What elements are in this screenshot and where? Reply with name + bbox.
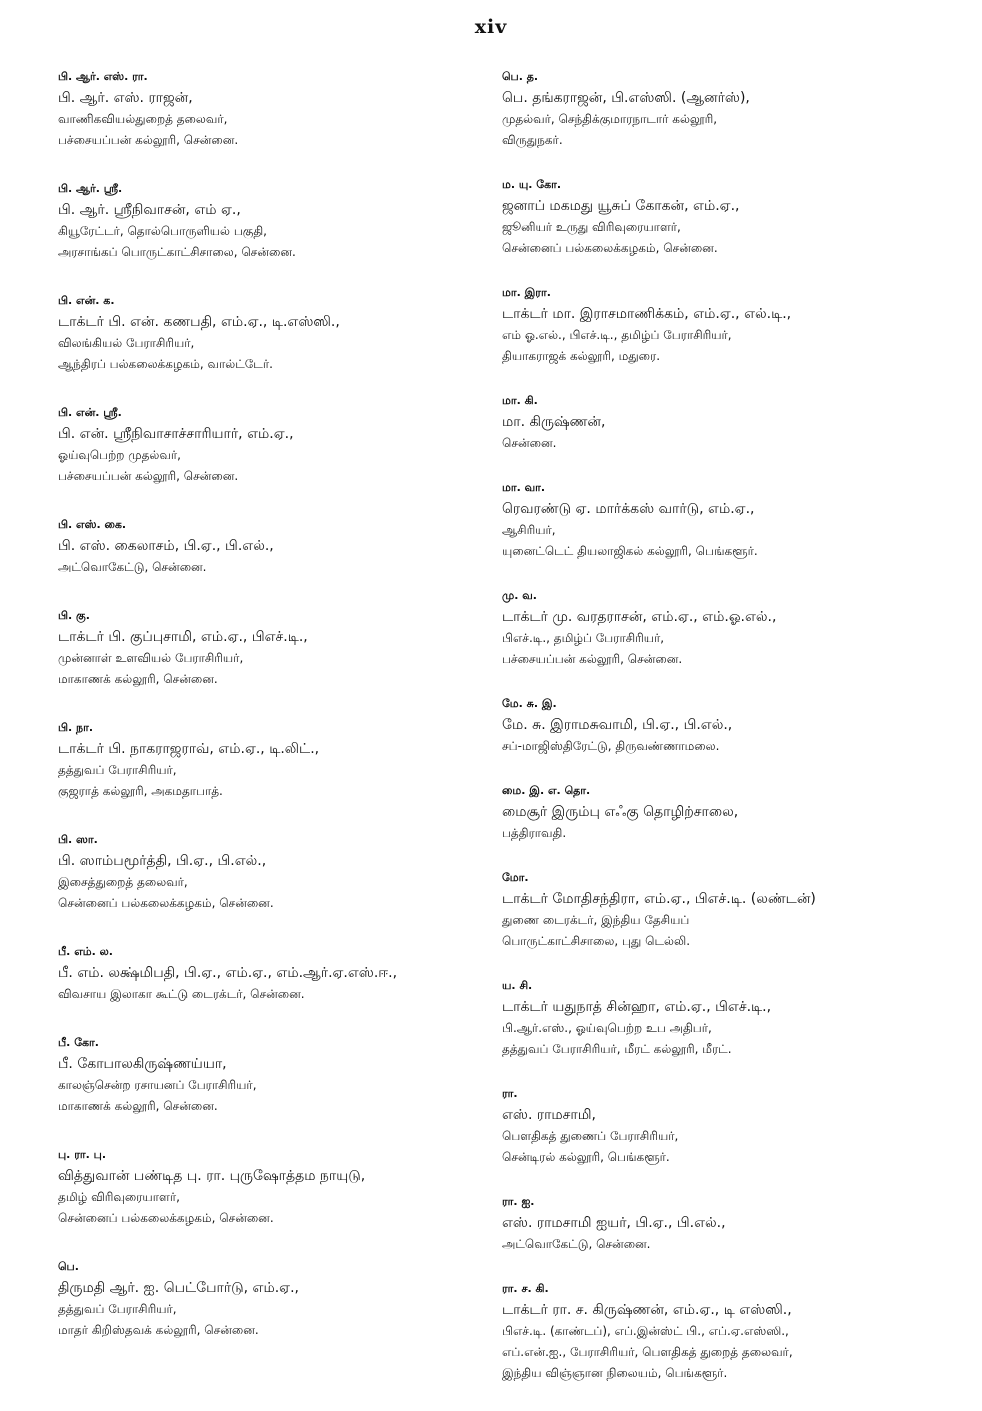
contributor-entry	[58, 70, 488, 151]
contributor-entry	[58, 833, 488, 914]
page-number: xiv	[474, 16, 508, 38]
contributor-detail-line: யுனைட்டெட் தியலாஜிகல் கல்லூரி, பெங்களூர்.	[502, 544, 758, 558]
contributor-detail-line: ஆசிரியர்,	[502, 523, 556, 537]
contributor-entry	[502, 70, 942, 151]
contributor-name: பி. என். ஸ்ரீநிவாசாச்சாரியார், எம்.ஏ.,	[58, 426, 294, 442]
contributor-detail-line: தத்துவப் பேராசிரியர்,	[58, 763, 177, 777]
contributor-detail-line: பச்சையப்பன் கல்லூரி, சென்னை.	[58, 469, 239, 483]
contributor-entry	[58, 406, 488, 487]
contributor-detail-line: சென்னை.	[502, 436, 557, 450]
contributor-name: மே. சு. இராமசுவாமி, பி.ஏ., பி.எல்.,	[502, 717, 733, 733]
contributor-name: டாக்டர் பி. என். கணபதி, எம்.ஏ., டி.எஸ்ஸி.,	[58, 314, 340, 330]
right-column	[502, 70, 942, 1411]
contributor-abbreviation: பி. ஆர். எஸ். ரா.	[58, 70, 148, 83]
contributor-abbreviation: ரா. ச. கி.	[502, 1282, 549, 1295]
contributor-entry	[502, 871, 942, 952]
contributor-detail-line: விவசாய இலாகா கூட்டு டைரக்டர், சென்னை.	[58, 987, 305, 1001]
contributor-entry	[502, 1282, 942, 1384]
contributor-detail-line: சென்டிரல் கல்லூரி, பெங்களூர்.	[502, 1150, 670, 1164]
contributor-abbreviation: பு. ரா. பு.	[58, 1148, 106, 1161]
contributor-name: டாக்டர் ரா. ச. கிருஷ்ணன், எம்.ஏ., டி எஸ்ஸி.,	[502, 1302, 792, 1318]
contributor-detail-line: சென்னைப் பல்கலைக்கழகம், சென்னை.	[58, 1211, 274, 1225]
contributor-detail-line: துணை டைரக்டர், இந்திய தேசியப்	[502, 913, 690, 927]
contributor-entry	[502, 394, 942, 454]
contributor-entry	[58, 1148, 488, 1229]
contributor-entry	[502, 178, 942, 259]
contributor-abbreviation: ரா.	[502, 1087, 518, 1100]
contributor-abbreviation: பெ. த.	[502, 70, 539, 83]
contributor-entry	[58, 182, 488, 263]
contributor-entry	[58, 1260, 488, 1341]
contributor-detail-line: அரசாங்கப் பொருட்காட்சிசாலை, சென்னை.	[58, 245, 296, 259]
contributor-name: பெ. தங்கராஜன், பி.எஸ்ஸி. (ஆனர்ஸ்),	[502, 90, 750, 106]
contributor-entry	[58, 945, 488, 1005]
contributor-name: டாக்டர் மா. இராசமாணிக்கம், எம்.ஏ., எல்.டி.,	[502, 306, 792, 322]
contributor-detail-line: பிஎச்.டி., தமிழ்ப் பேராசிரியர்,	[502, 631, 665, 645]
contributor-abbreviation: பீ. எம். ல.	[58, 945, 113, 958]
contributor-detail-line: எம் ஓ.எல்., பிஎச்.டி., தமிழ்ப் பேராசிரியர்,	[502, 328, 732, 342]
contributor-detail-line: மாதர் கிறிஸ்தவக் கல்லூரி, சென்னை.	[58, 1323, 259, 1337]
contributor-detail-line: சென்னைப் பல்கலைக்கழகம், சென்னை.	[58, 896, 274, 910]
contributor-name: வித்துவான் பண்டித பு. ரா. புருஷோத்தம நாயுடு,	[58, 1168, 366, 1184]
contributor-name: டாக்டர் பி. நாகராஜராவ், எம்.ஏ., டி.லிட்.,	[58, 741, 320, 757]
contributor-name: ரெவரண்டு ஏ. மார்க்கஸ் வார்டு, எம்.ஏ.,	[502, 501, 755, 517]
contributor-name: எஸ். ராமசாமி ஐயர், பி.ஏ., பி.எல்.,	[502, 1215, 726, 1231]
contributor-detail-line: ஓய்வுபெற்ற முதல்வர்,	[58, 448, 181, 462]
contributor-name: பி. ஸாம்பமூர்த்தி, பி.ஏ., பி.எல்.,	[58, 853, 267, 869]
contributor-detail-line: பச்சையப்பன் கல்லூரி, சென்னை.	[502, 652, 683, 666]
contributor-detail-line: முதல்வர், செந்திக்குமாரநாடார் கல்லூரி,	[502, 112, 718, 126]
contributor-detail-line: தத்துவப் பேராசிரியர், மீரட் கல்லூரி, மீரட்.	[502, 1042, 732, 1056]
contributor-abbreviation: பீ. கோ.	[58, 1036, 99, 1049]
contributor-detail-line: இந்திய விஞ்ஞான நிலையம், பெங்களூர்.	[502, 1366, 728, 1380]
contributor-name: டாக்டர் மு. வரதராசன், எம்.ஏ., எம்.ஓ.எல்.,	[502, 609, 777, 625]
contributor-detail-line: மாகாணக் கல்லூரி, சென்னை.	[58, 1099, 218, 1113]
contributor-abbreviation: மா. கி.	[502, 394, 538, 407]
contributor-detail-line: தியாகராஜக் கல்லூரி, மதுரை.	[502, 349, 661, 363]
contributor-name: மைசூர் இரும்பு எஃகு தொழிற்சாலை,	[502, 804, 739, 820]
contributor-name: ஜனாப் மகமது யூசுப் கோகன், எம்.ஏ.,	[502, 198, 740, 214]
contributor-detail-line: குஜராத் கல்லூரி, அகமதாபாத்.	[58, 784, 223, 798]
contributor-entry	[502, 481, 942, 562]
contributor-detail-line: அட்வொகேட்டு, சென்னை.	[58, 560, 207, 574]
contributor-detail-line: இசைத்துறைத் தலைவர்,	[58, 875, 188, 889]
contributor-abbreviation: பி. என். க.	[58, 294, 115, 307]
contributor-abbreviation: மே. சு. இ.	[502, 697, 557, 710]
contributor-entry	[502, 1087, 942, 1168]
contributor-abbreviation: பி. நா.	[58, 721, 94, 734]
contributor-detail-line: முன்னாள் உளவியல் பேராசிரியர்,	[58, 651, 244, 665]
contributor-detail-line: தத்துவப் பேராசிரியர்,	[58, 1302, 177, 1316]
contributor-entry	[502, 784, 942, 844]
contributor-detail-line: அட்வொகேட்டு, சென்னை.	[502, 1237, 651, 1251]
contributor-detail-line: சப்-மாஜிஸ்திரேட்டு, திருவண்ணாமலை.	[502, 739, 720, 753]
contributor-name: திருமதி ஆர். ஐ. பெட்போர்டு, எம்.ஏ.,	[58, 1280, 299, 1296]
left-column	[58, 70, 488, 1372]
contributor-detail-line: சென்னைப் பல்கலைக்கழகம், சென்னை.	[502, 241, 718, 255]
contributor-detail-line: கியூரேட்டர், தொல்பொருளியல் பகுதி,	[58, 224, 267, 238]
contributor-abbreviation: மு. வ.	[502, 589, 537, 602]
contributor-entry	[58, 1036, 488, 1117]
contributor-name: பீ. எம். லக்ஷ்மிபதி, பி.ஏ., எம்.ஏ., எம்.ஆர்.ஏ.எஸ்.ஈ.,	[58, 965, 398, 981]
contributor-abbreviation: ரா. ஐ.	[502, 1195, 535, 1208]
contributor-name: எஸ். ராமசாமி,	[502, 1107, 596, 1123]
contributor-detail-line: விருதுநகர்.	[502, 133, 563, 147]
contributor-entry	[58, 518, 488, 578]
contributor-abbreviation: பி. ஆர். ஸ்ரீ.	[58, 182, 123, 195]
contributor-name: டாக்டர் பி. குப்புசாமி, எம்.ஏ., பிஎச்.டி.,	[58, 629, 308, 645]
contributor-name: பீ. கோபாலகிருஷ்ணய்யா,	[58, 1056, 227, 1072]
contributor-name: பி. ஆர். ஸ்ரீநிவாசன், எம் ஏ.,	[58, 202, 241, 218]
contributor-abbreviation: ம. யு. கோ.	[502, 178, 562, 191]
contributor-abbreviation: பி. என். ஸ்ரீ.	[58, 406, 122, 419]
contributor-entry	[58, 609, 488, 690]
contributor-detail-line: மாகாணக் கல்லூரி, சென்னை.	[58, 672, 218, 686]
contributor-name: பி. ஆர். எஸ். ராஜன்,	[58, 90, 193, 106]
contributor-abbreviation: பி. எஸ். கை.	[58, 518, 127, 531]
contributor-detail-line: பி.ஆர்.எஸ்., ஓய்வுபெற்ற உப அதிபர்,	[502, 1021, 712, 1035]
contributor-detail-line: பொருட்காட்சிசாலை, புது டெல்லி.	[502, 934, 691, 948]
contributor-abbreviation: மா. இரா.	[502, 286, 551, 299]
contributor-detail-line: பத்திராவதி.	[502, 826, 567, 840]
contributor-detail-line: ஆந்திரப் பல்கலைக்கழகம், வால்ட்டேர்.	[58, 357, 273, 371]
contributor-detail-line: ஜூனியர் உருது விரிவுரையாளர்,	[502, 220, 681, 234]
contributor-detail-line: பச்சையப்பன் கல்லூரி, சென்னை.	[58, 133, 239, 147]
contributor-abbreviation: பி. கு.	[58, 609, 90, 622]
contributor-name: டாக்டர் மோதிசந்திரா, எம்.ஏ., பிஎச்.டி. (லண்டன்)	[502, 891, 816, 907]
contributor-entry	[58, 721, 488, 802]
contributor-entry	[502, 979, 942, 1060]
contributor-name: டாக்டர் யதுநாத் சின்ஹா, எம்.ஏ., பிஎச்.டி.,	[502, 999, 772, 1015]
contributor-detail-line: பிஎச்.டி. (காண்டப்), எப்.இன்ஸ்ட் பி., எப்.ஏ.எஸ்ஸி.,	[502, 1324, 789, 1338]
contributor-entry	[502, 697, 942, 757]
contributor-abbreviation: மை. இ. எ. தொ.	[502, 784, 591, 797]
contributor-abbreviation: மோ.	[502, 871, 529, 884]
contributor-detail-line: காலஞ்சென்ற ரசாயனப் பேராசிரியர்,	[58, 1078, 257, 1092]
contributor-entry	[502, 589, 942, 670]
contributor-detail-line: எப்.என்.ஐ., பேராசிரியர், பௌதிகத் துறைத் தலைவர்,	[502, 1345, 793, 1359]
contributor-name: மா. கிருஷ்ணன்,	[502, 414, 606, 430]
contributor-abbreviation: பி. ஸா.	[58, 833, 98, 846]
contributor-detail-line: விலங்கியல் பேராசிரியர்,	[58, 336, 195, 350]
contributor-name: பி. எஸ். கைலாசம், பி.ஏ., பி.எல்.,	[58, 538, 274, 554]
contributor-detail-line: வாணிகவியல்துறைத் தலைவர்,	[58, 112, 228, 126]
contributor-entry	[502, 1195, 942, 1255]
contributor-detail-line: பௌதிகத் துணைப் பேராசிரியர்,	[502, 1129, 679, 1143]
contributor-abbreviation: பெ.	[58, 1260, 79, 1273]
contributor-abbreviation: ய. சி.	[502, 979, 533, 992]
contributor-abbreviation: மா. வா.	[502, 481, 546, 494]
contributor-entry	[58, 294, 488, 375]
contributor-detail-line: தமிழ் விரிவுரையாளர்,	[58, 1190, 180, 1204]
contributor-entry	[502, 286, 942, 367]
